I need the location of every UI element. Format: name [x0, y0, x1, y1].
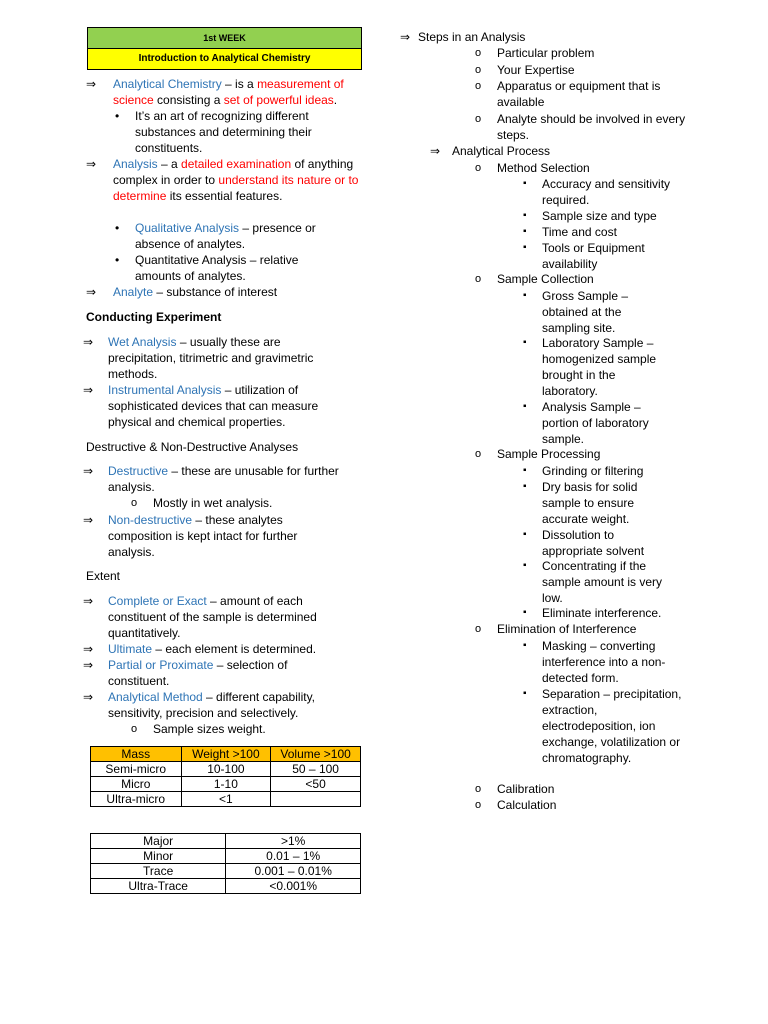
list-item: o Analyte should be involved in every steps.	[497, 111, 692, 143]
arrow-icon: ⇒	[86, 285, 97, 299]
list-item: o Sample sizes weight.	[153, 721, 333, 737]
heading-analytical-process: Analytical Process	[452, 144, 551, 158]
list-item: ▪ Separation – precipitation, extraction, electrodeposition, ion exchange, volatilization or chromatography.	[542, 686, 682, 766]
table-cell: 10-100	[181, 762, 271, 777]
table-cell: 0.001 – 0.01%	[226, 864, 361, 879]
mass-table	[90, 746, 361, 807]
arrow-icon: ⇒	[83, 690, 94, 704]
def-wet-analysis: Wet Analysis – usually these are precipitation, titrimetric and gravimetric methods.	[108, 335, 314, 381]
table-row	[91, 864, 361, 879]
arrow-icon: ⇒	[86, 157, 97, 171]
list-item: ▪ Eliminate interference.	[542, 605, 682, 621]
list-item: ▪ Time and cost	[542, 224, 682, 240]
def-analyte: Analyte – substance of interest	[113, 285, 278, 299]
list-item: ▪ Analysis Sample – portion of laboratory sample.	[542, 399, 662, 447]
heading-steps: Steps in an Analysis	[418, 30, 526, 44]
table-header-cell: Mass	[91, 747, 182, 762]
table-row	[91, 879, 361, 894]
list-item: ▪ Dissolution to appropriate solvent	[542, 527, 662, 559]
arrow-icon: ⇒	[430, 144, 441, 158]
def-partial: Partial or Proximate – selection of constituent.	[108, 658, 288, 688]
def-analysis: Analysis – a detailed examination of anything complex in order to understand its nature or to determine its essential features.	[113, 157, 359, 203]
list-item: ▪ Sample size and type	[542, 208, 682, 224]
list-item-sample-collection: o Sample Collection	[497, 271, 687, 287]
table-cell: Semi-micro	[91, 762, 182, 777]
arrow-icon: ⇒	[83, 383, 94, 397]
table-cell: >1%	[226, 834, 361, 849]
list-item-calculation: o Calculation	[497, 797, 687, 813]
arrow-icon: ⇒	[83, 594, 94, 608]
list-item: ▪ Accuracy and sensitivity required.	[542, 176, 682, 208]
table-cell: Trace	[91, 864, 226, 879]
table-header-row	[91, 747, 361, 762]
list-item: • Quantitative Analysis – relative amounts of analytes.	[135, 252, 335, 284]
table-cell: Ultra-micro	[91, 792, 182, 807]
def-complete: Complete or Exact – amount of each constituent of the sample is determined quantitatively.	[108, 594, 317, 640]
table-row	[91, 792, 361, 807]
def-non-destructive: Non-destructive – these analytes composition is kept intact for further analysis.	[108, 513, 298, 559]
table-cell: Micro	[91, 777, 182, 792]
table-cell: 50 – 100	[271, 762, 361, 777]
list-item: • Qualitative Analysis – presence or absence of analytes.	[135, 220, 345, 252]
table-row	[91, 762, 361, 777]
def-analytical-chemistry: Analytical Chemistry – is a measurement of science consisting a set of powerful ideas.	[113, 77, 344, 107]
week-label: 1st WEEK	[88, 28, 361, 49]
heading-extent: Extent	[86, 569, 121, 583]
list-item: o Mostly in wet analysis.	[153, 495, 333, 511]
arrow-icon: ⇒	[83, 513, 94, 527]
list-item: ▪ Masking – converting interference into a non-detected form.	[542, 638, 682, 686]
list-item: ▪ Gross Sample – obtained at the sampling site.	[542, 288, 637, 336]
table-row	[91, 849, 361, 864]
table-row	[91, 777, 361, 792]
table-cell: <50	[271, 777, 361, 792]
list-item: • It’s an art of recognizing different substances and determining their constituents.	[135, 108, 345, 156]
table-header-cell: Weight >100	[181, 747, 271, 762]
list-item-elimination: o Elimination of Interference	[497, 621, 687, 637]
list-item-sample-processing: o Sample Processing	[497, 446, 687, 462]
list-item: ▪ Laboratory Sample – homogenized sample brought in the laboratory.	[542, 335, 672, 399]
table-header-cell: Volume >100	[271, 747, 361, 762]
arrow-icon: ⇒	[400, 30, 411, 44]
list-item: o Apparatus or equipment that is available	[497, 78, 687, 110]
list-item-method-selection: o Method Selection	[497, 160, 687, 176]
heading-conducting-experiment: Conducting Experiment	[86, 310, 222, 324]
arrow-icon: ⇒	[83, 658, 94, 672]
week-header-box	[87, 27, 362, 70]
arrow-icon: ⇒	[86, 77, 97, 91]
def-destructive: Destructive – these are unusable for further analysis.	[108, 464, 339, 494]
table-cell: Major	[91, 834, 226, 849]
table-cell: 0.01 – 1%	[226, 849, 361, 864]
table-cell: Minor	[91, 849, 226, 864]
list-item: ▪ Concentrating if the sample amount is very low.	[542, 558, 677, 606]
arrow-icon: ⇒	[83, 335, 94, 349]
table-cell: 1-10	[181, 777, 271, 792]
list-item: ▪ Dry basis for solid sample to ensure accurate weight.	[542, 479, 652, 527]
table-cell: Ultra-Trace	[91, 879, 226, 894]
list-item: o Particular problem	[497, 45, 687, 61]
list-item: ▪ Tools or Equipment availability	[542, 240, 672, 272]
def-analytical-method: Analytical Method – different capability, sensitivity, precision and selectively.	[108, 690, 316, 720]
arrow-icon: ⇒	[83, 642, 94, 656]
table-cell	[271, 792, 361, 807]
table-row	[91, 834, 361, 849]
arrow-icon: ⇒	[83, 464, 94, 478]
heading-destructive: Destructive & Non-Destructive Analyses	[86, 440, 299, 454]
level-table	[90, 833, 361, 894]
def-ultimate: Ultimate – each element is determined.	[108, 642, 317, 656]
def-instrumental-analysis: Instrumental Analysis – utilization of sophisticated devices that can measure physical and chemical properties.	[108, 383, 319, 429]
page-title: Introduction to Analytical Chemistry	[88, 49, 361, 69]
list-item: ▪ Grinding or filtering	[542, 463, 682, 479]
table-cell: <1	[181, 792, 271, 807]
list-item: o Your Expertise	[497, 62, 687, 78]
list-item-calibration: o Calibration	[497, 781, 687, 797]
table-cell: <0.001%	[226, 879, 361, 894]
